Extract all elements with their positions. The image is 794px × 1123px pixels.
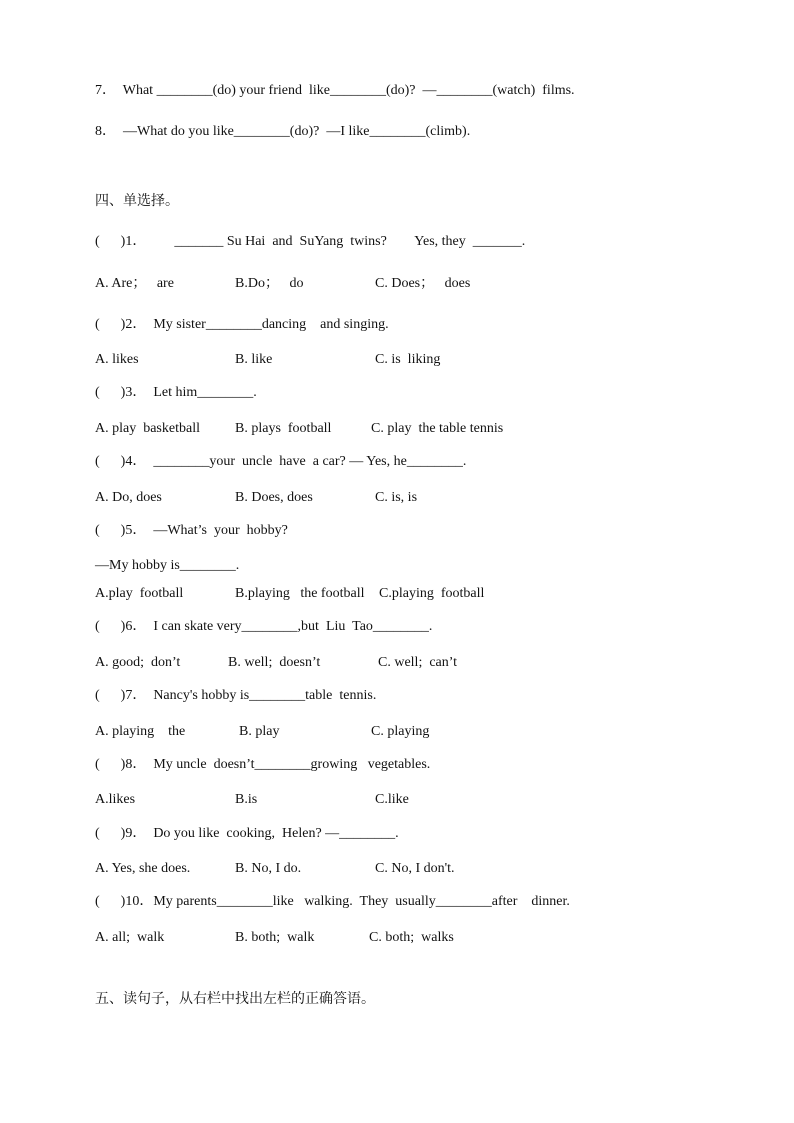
q10-option-c: C. both; walks (369, 930, 454, 945)
q5-option-b: B.playing the football (235, 586, 365, 601)
line-8: 8． —What do you like________(do)? —I like________(climb). (95, 124, 471, 139)
q5-option-c: C.playing football (379, 586, 485, 601)
q9-option-c: C. No, I don't. (375, 861, 455, 876)
q6-option-b: B. well; doesn’t (228, 655, 321, 670)
q2-option-a: A. likes (95, 352, 139, 367)
q3-option-c: C. play the table tennis (371, 421, 504, 436)
line-7: 7． What ________(do) your friend like________(do)? —________(watch) films. (95, 83, 575, 98)
q1-option-b: B.Do； do (235, 276, 304, 291)
q7-option-b: B. play (239, 724, 280, 739)
question-6: ( )6． I can skate very________,but Liu Tao________. (95, 619, 433, 634)
question-7: ( )7． Nancy's hobby is________table tennis. (95, 688, 377, 703)
q7-option-a: A. playing the (95, 724, 186, 739)
question-10: ( )10．My parents________like walking. They usually________after dinner. (95, 894, 570, 909)
q5-option-a: A.play football (95, 586, 184, 601)
question-9: ( )9． Do you like cooking, Helen? —________. (95, 826, 399, 841)
q6-option-a: A. good; don’t (95, 655, 181, 670)
q3-option-a: A. play basketball (95, 421, 200, 436)
question-4: ( )4． ________your uncle have a car? — Yes, he________. (95, 454, 467, 469)
question-2: ( )2． My sister________dancing and singing. (95, 317, 389, 332)
q1-option-a: A. Are； are (95, 276, 174, 291)
question-8: ( )8． My uncle doesn’t________growing vegetables. (95, 757, 431, 772)
q10-option-b: B. both; walk (235, 930, 315, 945)
question-1: ( )1． _______ Su Hai and SuYang twins? Yes, they _______. (95, 234, 526, 249)
q9-option-b: B. No, I do. (235, 861, 302, 876)
q6-option-c: C. well; can’t (378, 655, 458, 670)
q4-option-c: C. is, is (375, 490, 418, 505)
question-3: ( )3． Let him________. (95, 385, 257, 400)
q2-option-c: C. is liking (375, 352, 441, 367)
q9-option-a: A. Yes, she does. (95, 861, 191, 876)
q1-option-c: C. Does； does (375, 276, 471, 291)
q2-option-b: B. like (235, 352, 273, 367)
q7-option-c: C. playing (371, 724, 430, 739)
q4-option-b: B. Does, does (235, 490, 313, 505)
q4-option-a: A. Do, does (95, 490, 162, 505)
section-4-heading: 四、单选择。 (95, 193, 179, 209)
q10-option-a: A. all; walk (95, 930, 165, 945)
question-5-answer-line: —My hobby is________. (95, 558, 240, 573)
q8-option-c: C.like (375, 792, 409, 807)
q3-option-b: B. plays football (235, 421, 332, 436)
q8-option-b: B.is (235, 792, 258, 807)
question-5: ( )5． —What’s your hobby? (95, 523, 288, 538)
section-5-heading: 五、读句子，从右栏中找出左栏的正确答语。 (95, 991, 375, 1007)
q8-option-a: A.likes (95, 792, 136, 807)
